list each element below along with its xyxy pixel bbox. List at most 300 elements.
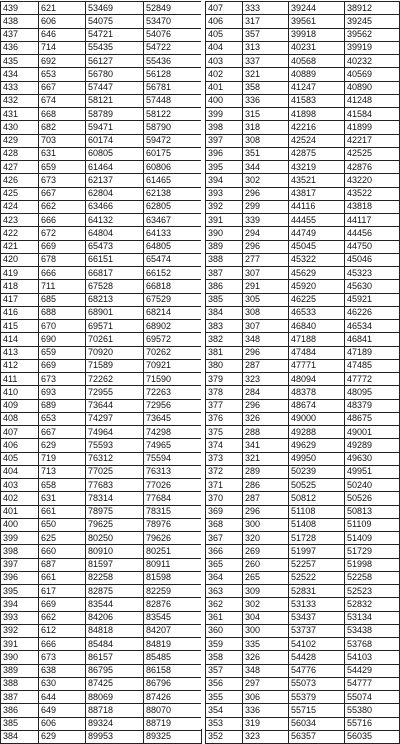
table-cell: 410 <box>1 386 39 399</box>
table-cell: 692 <box>39 55 86 68</box>
table-cell: 402 <box>1 492 39 505</box>
table-cell: 60805 <box>86 147 144 160</box>
table-cell: 358 <box>206 651 243 664</box>
table-cell: 389 <box>206 240 243 253</box>
table-row <box>206 28 400 41</box>
table-cell: 302 <box>243 598 289 611</box>
table-cell: 344 <box>243 161 289 174</box>
table-cell: 49000 <box>289 412 345 425</box>
table-row <box>1 465 202 478</box>
table-cell: 371 <box>206 479 243 492</box>
table-cell: 80250 <box>86 532 144 545</box>
table-row <box>206 373 400 386</box>
table-cell: 82259 <box>144 585 202 598</box>
table-cell: 48675 <box>345 412 400 425</box>
table-cell: 713 <box>39 465 86 478</box>
table-cell: 397 <box>206 134 243 147</box>
table-cell: 78314 <box>86 492 144 505</box>
table-cell: 49289 <box>345 439 400 452</box>
table-cell: 606 <box>39 15 86 28</box>
table-cell: 51997 <box>289 545 345 558</box>
table-cell: 400 <box>206 94 243 107</box>
table-cell: 82258 <box>86 571 144 584</box>
table-cell: 302 <box>243 174 289 187</box>
table-cell: 335 <box>243 638 289 651</box>
table-cell: 44750 <box>345 240 400 253</box>
table-cell: 78976 <box>144 518 202 531</box>
table-cell: 39245 <box>345 15 400 28</box>
table-row <box>206 571 400 584</box>
table-cell: 86795 <box>86 664 144 677</box>
table-cell: 45322 <box>289 253 345 266</box>
table-row <box>1 253 202 266</box>
table-cell: 659 <box>39 161 86 174</box>
table-cell: 80910 <box>86 545 144 558</box>
table-cell: 405 <box>1 452 39 465</box>
table-cell: 53437 <box>289 611 345 624</box>
table-cell: 308 <box>243 306 289 319</box>
table-row <box>1 571 202 584</box>
table-row <box>1 717 202 730</box>
table-cell: 348 <box>243 333 289 346</box>
table-cell: 40890 <box>345 81 400 94</box>
table-cell: 62804 <box>86 187 144 200</box>
table-cell: 339 <box>243 214 289 227</box>
table-cell: 287 <box>243 492 289 505</box>
table-cell: 287 <box>243 359 289 372</box>
table-cell: 89324 <box>86 717 144 730</box>
table-cell: 86158 <box>144 664 202 677</box>
table-cell: 414 <box>1 333 39 346</box>
table-row <box>206 253 400 266</box>
table-cell: 47189 <box>345 346 400 359</box>
table-row <box>206 532 400 545</box>
table-row <box>206 452 400 465</box>
table-cell: 78315 <box>144 505 202 518</box>
table-cell: 52832 <box>345 598 400 611</box>
table-cell: 41899 <box>345 121 400 134</box>
table-cell: 606 <box>39 717 86 730</box>
table-cell: 393 <box>206 187 243 200</box>
table-cell: 50239 <box>289 465 345 478</box>
table-cell: 304 <box>243 611 289 624</box>
table-cell: 438 <box>1 15 39 28</box>
table-row <box>206 147 400 160</box>
table-cell: 68213 <box>86 293 144 306</box>
table-cell: 392 <box>1 624 39 637</box>
table-row <box>206 320 400 333</box>
table-row <box>206 386 400 399</box>
table-cell: 49950 <box>289 452 345 465</box>
table-cell: 688 <box>39 306 86 319</box>
table-cell: 72956 <box>144 399 202 412</box>
table-cell: 60806 <box>144 161 202 174</box>
table-cell: 356 <box>206 677 243 690</box>
table-row <box>1 28 202 41</box>
table-cell: 54103 <box>345 651 400 664</box>
table-cell: 407 <box>206 2 243 15</box>
table-row <box>1 55 202 68</box>
table-cell: 89325 <box>144 730 202 743</box>
table-cell: 649 <box>39 704 86 717</box>
table-cell: 60175 <box>144 147 202 160</box>
table-row <box>206 306 400 319</box>
table-cell: 52831 <box>289 585 345 598</box>
table-cell: 320 <box>243 532 289 545</box>
table-cell: 296 <box>243 505 289 518</box>
table-row <box>1 651 202 664</box>
table-cell: 70921 <box>144 359 202 372</box>
table-row <box>1 624 202 637</box>
table-cell: 63466 <box>86 200 144 213</box>
table-cell: 39561 <box>289 15 345 28</box>
table-cell: 653 <box>39 412 86 425</box>
table-row <box>206 624 400 637</box>
table-row <box>206 426 400 439</box>
table-cell: 397 <box>1 558 39 571</box>
table-cell: 299 <box>243 200 289 213</box>
table-cell: 333 <box>243 2 289 15</box>
table-cell: 46534 <box>345 320 400 333</box>
table-cell: 43818 <box>345 200 400 213</box>
table-cell: 629 <box>39 730 86 743</box>
table-cell: 51729 <box>345 545 400 558</box>
table-row <box>206 505 400 518</box>
table-cell: 46840 <box>289 320 345 333</box>
table-cell: 419 <box>1 267 39 280</box>
table-row <box>1 505 202 518</box>
table-cell: 364 <box>206 571 243 584</box>
table-cell: 43521 <box>289 174 345 187</box>
table-row <box>206 240 400 253</box>
table-cell: 48378 <box>289 386 345 399</box>
table-cell: 77684 <box>144 492 202 505</box>
table-cell: 284 <box>243 386 289 399</box>
table-cell: 54777 <box>345 677 400 690</box>
table-cell: 425 <box>1 187 39 200</box>
table-cell: 384 <box>1 730 39 743</box>
table-cell: 58122 <box>144 108 202 121</box>
table-cell: 55380 <box>345 704 400 717</box>
table-row <box>1 121 202 134</box>
table-cell: 53469 <box>86 2 144 15</box>
table-cell: 53768 <box>345 638 400 651</box>
table-cell: 669 <box>39 240 86 253</box>
table-cell: 289 <box>243 465 289 478</box>
table-row <box>206 598 400 611</box>
table-cell: 337 <box>243 55 289 68</box>
table-row <box>206 227 400 240</box>
table-row <box>1 691 202 704</box>
table-cell: 417 <box>1 293 39 306</box>
table-cell: 80251 <box>144 545 202 558</box>
table-cell: 631 <box>39 492 86 505</box>
table-cell: 48095 <box>345 386 400 399</box>
table-cell: 55436 <box>144 55 202 68</box>
table-cell: 415 <box>1 320 39 333</box>
table-row <box>206 585 400 598</box>
table-cell: 83544 <box>86 598 144 611</box>
table-cell: 47771 <box>289 359 345 372</box>
table-cell: 354 <box>206 704 243 717</box>
table-cell: 383 <box>206 320 243 333</box>
table-cell: 39562 <box>345 28 400 41</box>
table-cell: 336 <box>243 704 289 717</box>
table-cell: 411 <box>1 373 39 386</box>
table-cell: 435 <box>1 55 39 68</box>
table-cell: 703 <box>39 134 86 147</box>
table-cell: 336 <box>243 94 289 107</box>
score-table-right-body <box>206 2 400 744</box>
table-row <box>1 2 202 15</box>
table-cell: 46841 <box>345 333 400 346</box>
table-cell: 58121 <box>86 94 144 107</box>
table-row <box>1 585 202 598</box>
table-cell: 421 <box>1 240 39 253</box>
table-row <box>206 174 400 187</box>
table-cell: 361 <box>206 611 243 624</box>
score-table-left <box>0 1 202 744</box>
table-cell: 58789 <box>86 108 144 121</box>
table-cell: 296 <box>243 187 289 200</box>
table-cell: 48094 <box>289 373 345 386</box>
table-cell: 662 <box>39 200 86 213</box>
table-cell: 323 <box>243 373 289 386</box>
table-cell: 277 <box>243 253 289 266</box>
table-cell: 659 <box>39 346 86 359</box>
table-cell: 661 <box>39 571 86 584</box>
table-row <box>206 439 400 452</box>
table-cell: 395 <box>206 161 243 174</box>
table-cell: 352 <box>206 730 243 743</box>
table-cell: 420 <box>1 253 39 266</box>
table-cell: 81597 <box>86 558 144 571</box>
table-row <box>206 346 400 359</box>
table-cell: 48674 <box>289 399 345 412</box>
table-cell: 380 <box>206 359 243 372</box>
table-cell: 88718 <box>86 704 144 717</box>
table-cell: 673 <box>39 651 86 664</box>
table-row <box>206 41 400 54</box>
table-cell: 40232 <box>345 55 400 68</box>
table-cell: 368 <box>206 518 243 531</box>
table-cell: 296 <box>243 399 289 412</box>
table-row <box>1 280 202 293</box>
table-row <box>1 386 202 399</box>
table-cell: 377 <box>206 399 243 412</box>
table-cell: 668 <box>39 108 86 121</box>
table-cell: 49001 <box>345 426 400 439</box>
table-cell: 631 <box>39 147 86 160</box>
table-row <box>1 174 202 187</box>
table-cell: 70261 <box>86 333 144 346</box>
table-cell: 84207 <box>144 624 202 637</box>
table-cell: 54102 <box>289 638 345 651</box>
table-row <box>1 492 202 505</box>
table-cell: 373 <box>206 452 243 465</box>
table-cell: 87425 <box>86 677 144 690</box>
table-cell: 44117 <box>345 214 400 227</box>
table-cell: 84206 <box>86 611 144 624</box>
table-cell: 69571 <box>86 320 144 333</box>
table-cell: 391 <box>206 214 243 227</box>
table-cell: 43219 <box>289 161 345 174</box>
table-cell: 291 <box>243 280 289 293</box>
table-cell: 286 <box>243 479 289 492</box>
table-cell: 70920 <box>86 346 144 359</box>
table-cell: 42875 <box>289 147 345 160</box>
table-cell: 55715 <box>289 704 345 717</box>
table-cell: 673 <box>39 174 86 187</box>
table-cell: 307 <box>243 320 289 333</box>
table-cell: 439 <box>1 2 39 15</box>
table-cell: 399 <box>206 108 243 121</box>
table-cell: 401 <box>206 81 243 94</box>
table-row <box>206 121 400 134</box>
table-row <box>1 267 202 280</box>
table-cell: 42216 <box>289 121 345 134</box>
table-cell: 66151 <box>86 253 144 266</box>
table-row <box>1 598 202 611</box>
table-cell: 43817 <box>289 187 345 200</box>
table-cell: 52523 <box>345 585 400 598</box>
table-cell: 61464 <box>86 161 144 174</box>
table-cell: 650 <box>39 518 86 531</box>
table-cell: 360 <box>206 624 243 637</box>
table-row <box>206 704 400 717</box>
table-row <box>206 492 400 505</box>
table-cell: 54721 <box>86 28 144 41</box>
table-row <box>206 359 400 372</box>
table-cell: 353 <box>206 717 243 730</box>
table-row <box>206 717 400 730</box>
table-cell: 44749 <box>289 227 345 240</box>
table-cell: 369 <box>206 505 243 518</box>
table-cell: 306 <box>243 691 289 704</box>
table-cell: 669 <box>39 359 86 372</box>
table-cell: 296 <box>243 346 289 359</box>
score-table-left-body <box>1 2 202 744</box>
table-row <box>1 94 202 107</box>
table-cell: 317 <box>243 15 289 28</box>
table-row <box>206 15 400 28</box>
table-cell: 666 <box>39 267 86 280</box>
table-cell: 62805 <box>144 200 202 213</box>
table-cell: 80911 <box>144 558 202 571</box>
table-cell: 385 <box>1 717 39 730</box>
table-cell: 63467 <box>144 214 202 227</box>
table-cell: 300 <box>243 518 289 531</box>
table-row <box>206 68 400 81</box>
table-row <box>1 426 202 439</box>
table-cell: 658 <box>39 479 86 492</box>
table-cell: 64132 <box>86 214 144 227</box>
table-cell: 40569 <box>345 68 400 81</box>
table-cell: 662 <box>39 611 86 624</box>
table-cell: 65473 <box>86 240 144 253</box>
table-cell: 401 <box>1 505 39 518</box>
table-cell: 365 <box>206 558 243 571</box>
table-cell: 57447 <box>86 81 144 94</box>
table-cell: 319 <box>243 717 289 730</box>
table-cell: 77025 <box>86 465 144 478</box>
table-row <box>1 108 202 121</box>
table-cell: 413 <box>1 346 39 359</box>
table-cell: 437 <box>1 28 39 41</box>
table-cell: 55073 <box>289 677 345 690</box>
table-cell: 646 <box>39 28 86 41</box>
table-cell: 678 <box>39 253 86 266</box>
table-cell: 59472 <box>144 134 202 147</box>
table-cell: 386 <box>1 704 39 717</box>
table-cell: 355 <box>206 691 243 704</box>
table-cell: 41898 <box>289 108 345 121</box>
table-cell: 667 <box>39 426 86 439</box>
table-cell: 56128 <box>144 68 202 81</box>
table-cell: 357 <box>243 28 289 41</box>
table-cell: 64804 <box>86 227 144 240</box>
table-cell: 64805 <box>144 240 202 253</box>
table-cell: 400 <box>1 518 39 531</box>
table-cell: 88069 <box>86 691 144 704</box>
table-cell: 45323 <box>345 267 400 280</box>
table-cell: 433 <box>1 81 39 94</box>
table-cell: 46226 <box>345 306 400 319</box>
table-cell: 76313 <box>144 465 202 478</box>
table-row <box>206 399 400 412</box>
table-cell: 88719 <box>144 717 202 730</box>
table-cell: 88070 <box>144 704 202 717</box>
table-cell: 67529 <box>144 293 202 306</box>
table-cell: 70262 <box>144 346 202 359</box>
table-cell: 711 <box>39 280 86 293</box>
table-cell: 47484 <box>289 346 345 359</box>
table-cell: 52849 <box>144 2 202 15</box>
table-cell: 68902 <box>144 320 202 333</box>
table-row <box>1 664 202 677</box>
table-cell: 427 <box>1 161 39 174</box>
table-cell: 45630 <box>345 280 400 293</box>
table-cell: 308 <box>243 134 289 147</box>
table-cell: 66152 <box>144 267 202 280</box>
table-cell: 405 <box>206 28 243 41</box>
table-row <box>206 611 400 624</box>
table-cell: 719 <box>39 452 86 465</box>
table-cell: 54076 <box>144 28 202 41</box>
table-cell: 432 <box>1 94 39 107</box>
table-cell: 46533 <box>289 306 345 319</box>
table-cell: 326 <box>243 651 289 664</box>
table-cell: 42876 <box>345 161 400 174</box>
table-cell: 366 <box>206 545 243 558</box>
table-cell: 428 <box>1 147 39 160</box>
table-cell: 45921 <box>345 293 400 306</box>
table-cell: 667 <box>39 81 86 94</box>
table-cell: 45046 <box>345 253 400 266</box>
table-row <box>206 293 400 306</box>
table-cell: 53470 <box>144 15 202 28</box>
table-cell: 56781 <box>144 81 202 94</box>
table-cell: 430 <box>1 121 39 134</box>
table-cell: 85485 <box>144 651 202 664</box>
table-cell: 318 <box>243 121 289 134</box>
table-cell: 294 <box>243 227 289 240</box>
table-cell: 62137 <box>86 174 144 187</box>
table-row <box>206 81 400 94</box>
table-cell: 392 <box>206 200 243 213</box>
table-row <box>206 677 400 690</box>
table-row <box>206 691 400 704</box>
